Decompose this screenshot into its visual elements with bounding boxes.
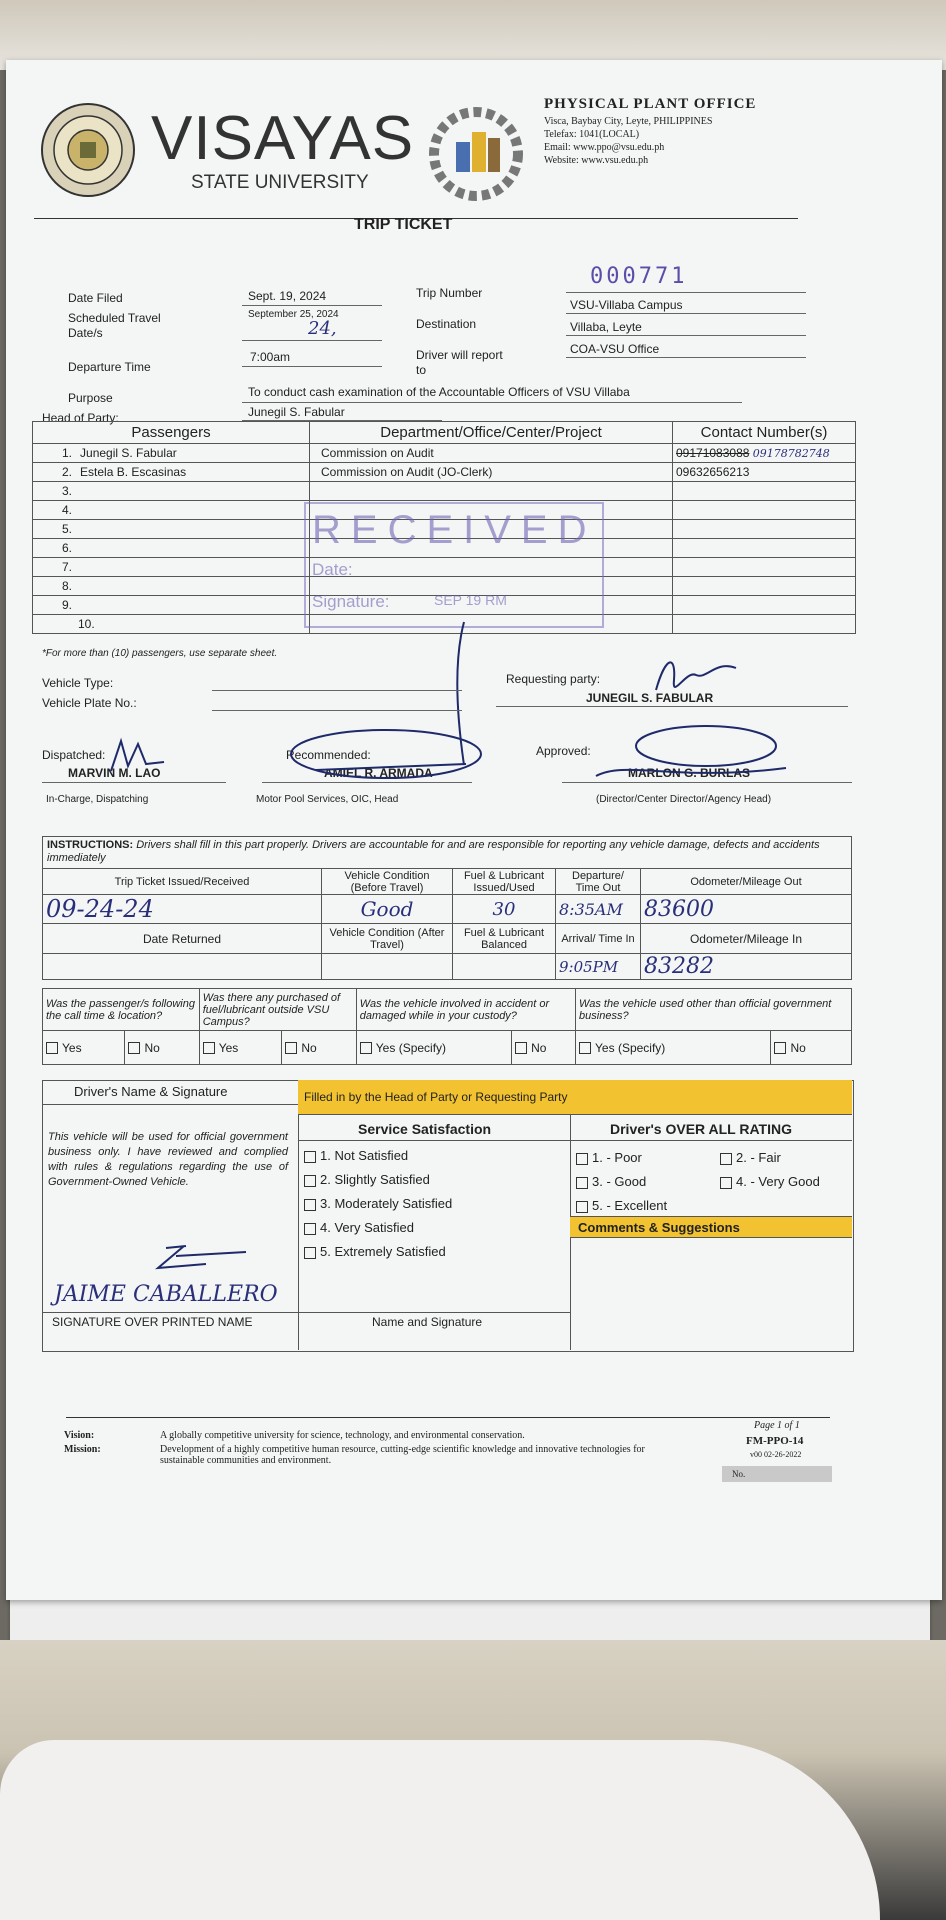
form-code: FM-PPO-14 [746, 1435, 804, 1447]
table-row [33, 444, 856, 463]
office-name: PHYSICAL PLANT OFFICE [544, 96, 757, 112]
form-title: TRIP TICKET [354, 216, 453, 233]
driver-name-sig-label: Driver's Name & Signature [74, 1084, 228, 1099]
destination-rule-2 [566, 335, 806, 336]
dispatched-signature [106, 736, 176, 776]
head-of-party-label: Head of Party: [42, 411, 119, 425]
trip-log-table [42, 868, 852, 980]
q2-yes-option[interactable] [199, 1031, 282, 1065]
val-departure: 8:35AM [556, 895, 641, 924]
val-issued: 09-24-24 [43, 895, 322, 924]
col-contact: Contact Number(s) [673, 422, 856, 444]
background-cloth [0, 1740, 880, 1920]
report-label-2: to [416, 363, 427, 377]
stamp-date-label: Date: [312, 560, 353, 579]
val-cond-before: Good [322, 895, 453, 924]
service-option-2-label: 2. Slightly Satisfied [320, 1172, 430, 1187]
overall-option-5-label: 5. - Excellent [592, 1198, 668, 1213]
driver-header-line [42, 1104, 298, 1105]
overall-title-line [570, 1140, 852, 1141]
val-arrival: 9:05PM [556, 954, 641, 980]
service-title-line [298, 1140, 570, 1141]
dispatched-title: In-Charge, Dispatching [46, 794, 149, 805]
table-row [33, 482, 856, 501]
requesting-party-name: JUNEGIL S. FABULAR [586, 691, 714, 705]
approved-signature [586, 720, 806, 790]
col-department: Department/Office/Center/Project [310, 422, 673, 444]
scheduled-value: September 25, 2024 [248, 309, 339, 320]
destination-rule-1 [566, 313, 806, 314]
q2-no-option[interactable] [282, 1031, 356, 1065]
passenger-dept: Commission on Audit (JO-Clerk) [321, 465, 493, 479]
q4-yes-option[interactable] [576, 1031, 771, 1065]
q3-yes-label: Yes (Specify) [375, 1040, 447, 1055]
service-checkbox-1[interactable] [304, 1151, 316, 1163]
col-fuel-issued: Fuel & Lubricant Issued/Used [453, 869, 556, 895]
requesting-party-label: Requesting party: [506, 672, 601, 686]
overall-option-1-label: 1. - Poor [592, 1150, 642, 1165]
overall-option-1[interactable] [576, 1150, 642, 1165]
dispatched-line [42, 782, 226, 783]
control-number-box [722, 1466, 832, 1482]
row-num: 2. [62, 465, 73, 479]
col-fuel-balanced: Fuel & Lubricant Balanced [453, 924, 556, 954]
overall-checkbox-4[interactable] [720, 1177, 732, 1189]
driver-column [42, 1080, 299, 1350]
service-option-3-label: 3. Moderately Satisfied [320, 1196, 453, 1211]
purpose-value: To conduct cash examination of the Accountable Officers of VSU Villaba [248, 385, 630, 399]
service-checkbox-3[interactable] [304, 1199, 316, 1211]
row-num: 3. [62, 484, 73, 498]
questions-table [42, 988, 852, 1065]
q1-yes-option[interactable] [43, 1031, 125, 1065]
question-call-time: Was the passenger/s following the call time & location? [43, 989, 200, 1031]
recommended-name: AMIEL R. ARMADA [324, 766, 433, 780]
overall-option-4[interactable] [720, 1174, 820, 1189]
purpose-line [242, 402, 742, 403]
form-version: v00 02-26-2022 [750, 1450, 802, 1459]
passenger-contact: 09632656213 [676, 465, 750, 479]
footer-divider [66, 1417, 830, 1418]
purpose-label: Purpose [68, 391, 113, 405]
row-num: 9. [62, 598, 73, 612]
col-passengers: Passengers [33, 422, 310, 444]
driver-signature [146, 1238, 256, 1278]
val-fuel-issued: 30 [453, 895, 556, 924]
row-num: 4. [62, 503, 73, 517]
col-issued: Trip Ticket Issued/Received [43, 869, 322, 895]
departure-line [242, 366, 382, 367]
report-value: COA-VSU Office [570, 342, 660, 356]
service-option-2[interactable] [304, 1172, 430, 1187]
row-num: 1. [62, 446, 73, 460]
q3-no-label: No [531, 1040, 547, 1055]
passenger-dept: Commission on Audit [321, 446, 434, 460]
scheduled-line [242, 340, 382, 341]
office-address: Visca, Baybay City, Leyte, PHILIPPINES [544, 116, 713, 127]
q2-yes-checkbox[interactable] [203, 1042, 215, 1054]
q1-no-label: No [144, 1040, 160, 1055]
q4-no-option[interactable] [771, 1031, 852, 1065]
service-option-3[interactable] [304, 1196, 452, 1211]
vision-label: Vision: [64, 1430, 95, 1441]
university-subname: STATE UNIVERSITY [191, 172, 369, 193]
row-num: 10. [78, 617, 95, 631]
dispatched-name: MARVIN M. LAO [68, 766, 161, 780]
recommended-signature [276, 720, 496, 790]
q2-yes-label: Yes [218, 1040, 239, 1055]
question-fuel-outside: Was there any purchased of fuel/lubricant outside VSU Campus? [199, 989, 356, 1031]
q3-no-checkbox[interactable] [515, 1042, 527, 1054]
stamp-signature-label: Signature: [312, 592, 390, 611]
university-seal [40, 102, 136, 198]
received-stamp [304, 502, 604, 628]
instructions-text: Drivers shall fill in this part properly. Drivers are accountable for and are responsible for reporting any vehicle damage, defects and accidents immediately [47, 839, 820, 864]
date-filed-label: Date Filed [68, 291, 123, 305]
q4-yes-label: Yes (Specify) [595, 1040, 666, 1055]
q4-yes-checkbox[interactable] [579, 1042, 591, 1054]
filled-by-banner: Filled in by the Head of Party or Requesting Party [298, 1080, 852, 1114]
val-odo-out: 83600 [641, 895, 852, 924]
comments-banner: Comments & Suggestions [570, 1216, 852, 1238]
scheduled-label-2: Date/s [68, 326, 103, 340]
col-odo-out: Odometer/Mileage Out [641, 869, 852, 895]
passengers-note: *For more than (10) passengers, use separate sheet. [42, 648, 278, 659]
col-cond-before: Vehicle Condition (Before Travel) [322, 869, 453, 895]
recommended-label: Recommended: [286, 748, 371, 762]
overall-option-5[interactable] [576, 1198, 667, 1213]
q2-no-label: No [301, 1040, 317, 1055]
table-row [33, 463, 856, 482]
col-returned: Date Returned [43, 924, 322, 954]
passenger-contact: 09171083088 [676, 446, 750, 460]
trip-number-value: 000771 [590, 264, 688, 289]
university-name: VISAYAS [151, 104, 415, 173]
overall-checkbox-5[interactable] [576, 1201, 588, 1213]
comments-field[interactable] [570, 1238, 852, 1350]
service-checkbox-4[interactable] [304, 1223, 316, 1235]
dispatched-label: Dispatched: [42, 748, 106, 762]
stamp-title: RECEIVED [312, 508, 597, 552]
driver-sig-line [42, 1312, 298, 1313]
overall-option-2[interactable] [720, 1150, 781, 1165]
val-cond-after [322, 954, 453, 980]
service-option-1-label: 1. Not Satisfied [320, 1148, 409, 1163]
q2-no-checkbox[interactable] [285, 1042, 297, 1054]
vehicle-plate-line [212, 710, 462, 711]
overall-option-2-label: 2. - Fair [736, 1150, 781, 1165]
date-filed-value: Sept. 19, 2024 [248, 289, 327, 303]
instructions-title: INSTRUCTIONS: [47, 839, 134, 851]
row-num: 8. [62, 579, 73, 593]
row-num: 7. [62, 560, 73, 574]
departure-value: 7:00am [250, 350, 291, 364]
approved-label: Approved: [536, 744, 591, 758]
q3-yes-option[interactable] [356, 1031, 511, 1065]
q3-no-option[interactable] [512, 1031, 576, 1065]
q4-no-checkbox[interactable] [774, 1042, 786, 1054]
driver-declaration: This vehicle will be used for official government business only. I have reviewed and complied with rules & regulations regarding the use of Government-Owned Vehicle. [48, 1131, 288, 1188]
service-title: Service Satisfaction [358, 1121, 492, 1137]
driver-printed-name: JAIME CABALLERO [54, 1282, 278, 1307]
approved-name: MARLON G. BURLAS [628, 766, 750, 780]
mission-label: Mission: [64, 1444, 101, 1455]
service-option-4-label: 4. Very Satisfied [320, 1220, 414, 1235]
q1-no-checkbox[interactable] [128, 1042, 140, 1054]
service-option-1[interactable] [304, 1148, 408, 1163]
service-checkbox-2[interactable] [304, 1175, 316, 1187]
scheduled-label: Scheduled Travel [68, 311, 161, 325]
overall-option-4-label: 4. - Very Good [736, 1174, 820, 1189]
destination-line-1: VSU-Villaba Campus [570, 298, 683, 312]
col-arrival: Arrival/ Time In [556, 924, 641, 954]
destination-label: Destination [416, 317, 477, 331]
office-website: Website: www.vsu.edu.ph [544, 155, 649, 166]
overall-checkbox-3[interactable] [576, 1177, 588, 1189]
col-cond-after: Vehicle Condition (After Travel) [322, 924, 453, 954]
instructions-box [42, 836, 852, 868]
q1-no-option[interactable] [125, 1031, 199, 1065]
q1-yes-checkbox[interactable] [46, 1042, 58, 1054]
vehicle-plate-label: Vehicle Plate No.: [42, 696, 137, 710]
overall-checkbox-2[interactable] [720, 1153, 732, 1165]
departure-label: Departure Time [68, 360, 151, 374]
passenger-contact-handwritten: 09178782748 [752, 447, 830, 460]
row-num: 6. [62, 541, 73, 555]
trip-number-line [566, 292, 806, 293]
requesting-party-signature [646, 650, 756, 710]
overall-checkbox-1[interactable] [576, 1153, 588, 1165]
name-sig-line [298, 1312, 570, 1313]
col-odo-in: Odometer/Mileage In [641, 924, 852, 954]
head-of-party-value: Junegil S. Fabular [248, 405, 345, 419]
stamp-date-value: SEP 19 RM [434, 592, 507, 608]
overall-rating-title: Driver's OVER ALL RATING [610, 1121, 792, 1137]
trip-ticket-sheet [6, 60, 942, 1600]
q4-no-label: No [790, 1040, 806, 1055]
service-option-5-label: 5. Extremely Satisfied [320, 1244, 446, 1259]
overall-option-3[interactable] [576, 1174, 646, 1189]
val-returned [43, 954, 322, 980]
passenger-name: Estela B. Escasinas [80, 465, 187, 479]
service-option-5[interactable] [304, 1244, 446, 1259]
vehicle-type-label: Vehicle Type: [42, 676, 114, 690]
office-telefax: Telefax: 1041(LOCAL) [544, 129, 640, 140]
q1-yes-label: Yes [62, 1040, 82, 1055]
approved-title: (Director/Center Director/Agency Head) [596, 794, 772, 805]
val-fuel-balanced [453, 954, 556, 980]
mission-text: Development of a highly competitive human resource, cutting-edge scientific knowledge and innovative technologies for sustainable communities and environment. [160, 1444, 645, 1466]
question-other-use: Was the vehicle used other than official government business? [576, 989, 852, 1031]
office-email: Email: www.ppo@vsu.edu.ph [544, 142, 665, 153]
q3-yes-checkbox[interactable] [360, 1042, 372, 1054]
page-number: Page 1 of 1 [754, 1420, 800, 1431]
ppo-logo [426, 104, 536, 204]
service-checkbox-5[interactable] [304, 1247, 316, 1259]
report-line [566, 357, 806, 358]
question-accident: Was the vehicle involved in accident or damaged while in your custody? [356, 989, 575, 1031]
service-option-4[interactable] [304, 1220, 414, 1235]
report-label: Driver will report [416, 348, 503, 362]
val-odo-in: 83282 [641, 954, 852, 980]
vehicle-type-line [212, 690, 462, 691]
signature-over-printed-label: SIGNATURE OVER PRINTED NAME [52, 1315, 253, 1329]
recommended-title: Motor Pool Services, OIC, Head [256, 794, 399, 805]
passenger-name: Junegil S. Fabular [80, 446, 177, 460]
control-number-label: No. [732, 1469, 746, 1479]
trip-number-label: Trip Number [416, 286, 483, 300]
row-num: 5. [62, 522, 73, 536]
overall-option-3-label: 3. - Good [592, 1174, 647, 1189]
destination-line-2: Villaba, Leyte [570, 320, 642, 334]
col-departure: Departure/ Time Out [556, 869, 641, 895]
name-and-signature-label: Name and Signature [372, 1315, 483, 1329]
date-filed-line [242, 305, 382, 306]
vision-text: A globally competitive university for science, technology, and environmental conservation. [160, 1430, 525, 1441]
scheduled-handwritten: 24, [308, 318, 337, 339]
